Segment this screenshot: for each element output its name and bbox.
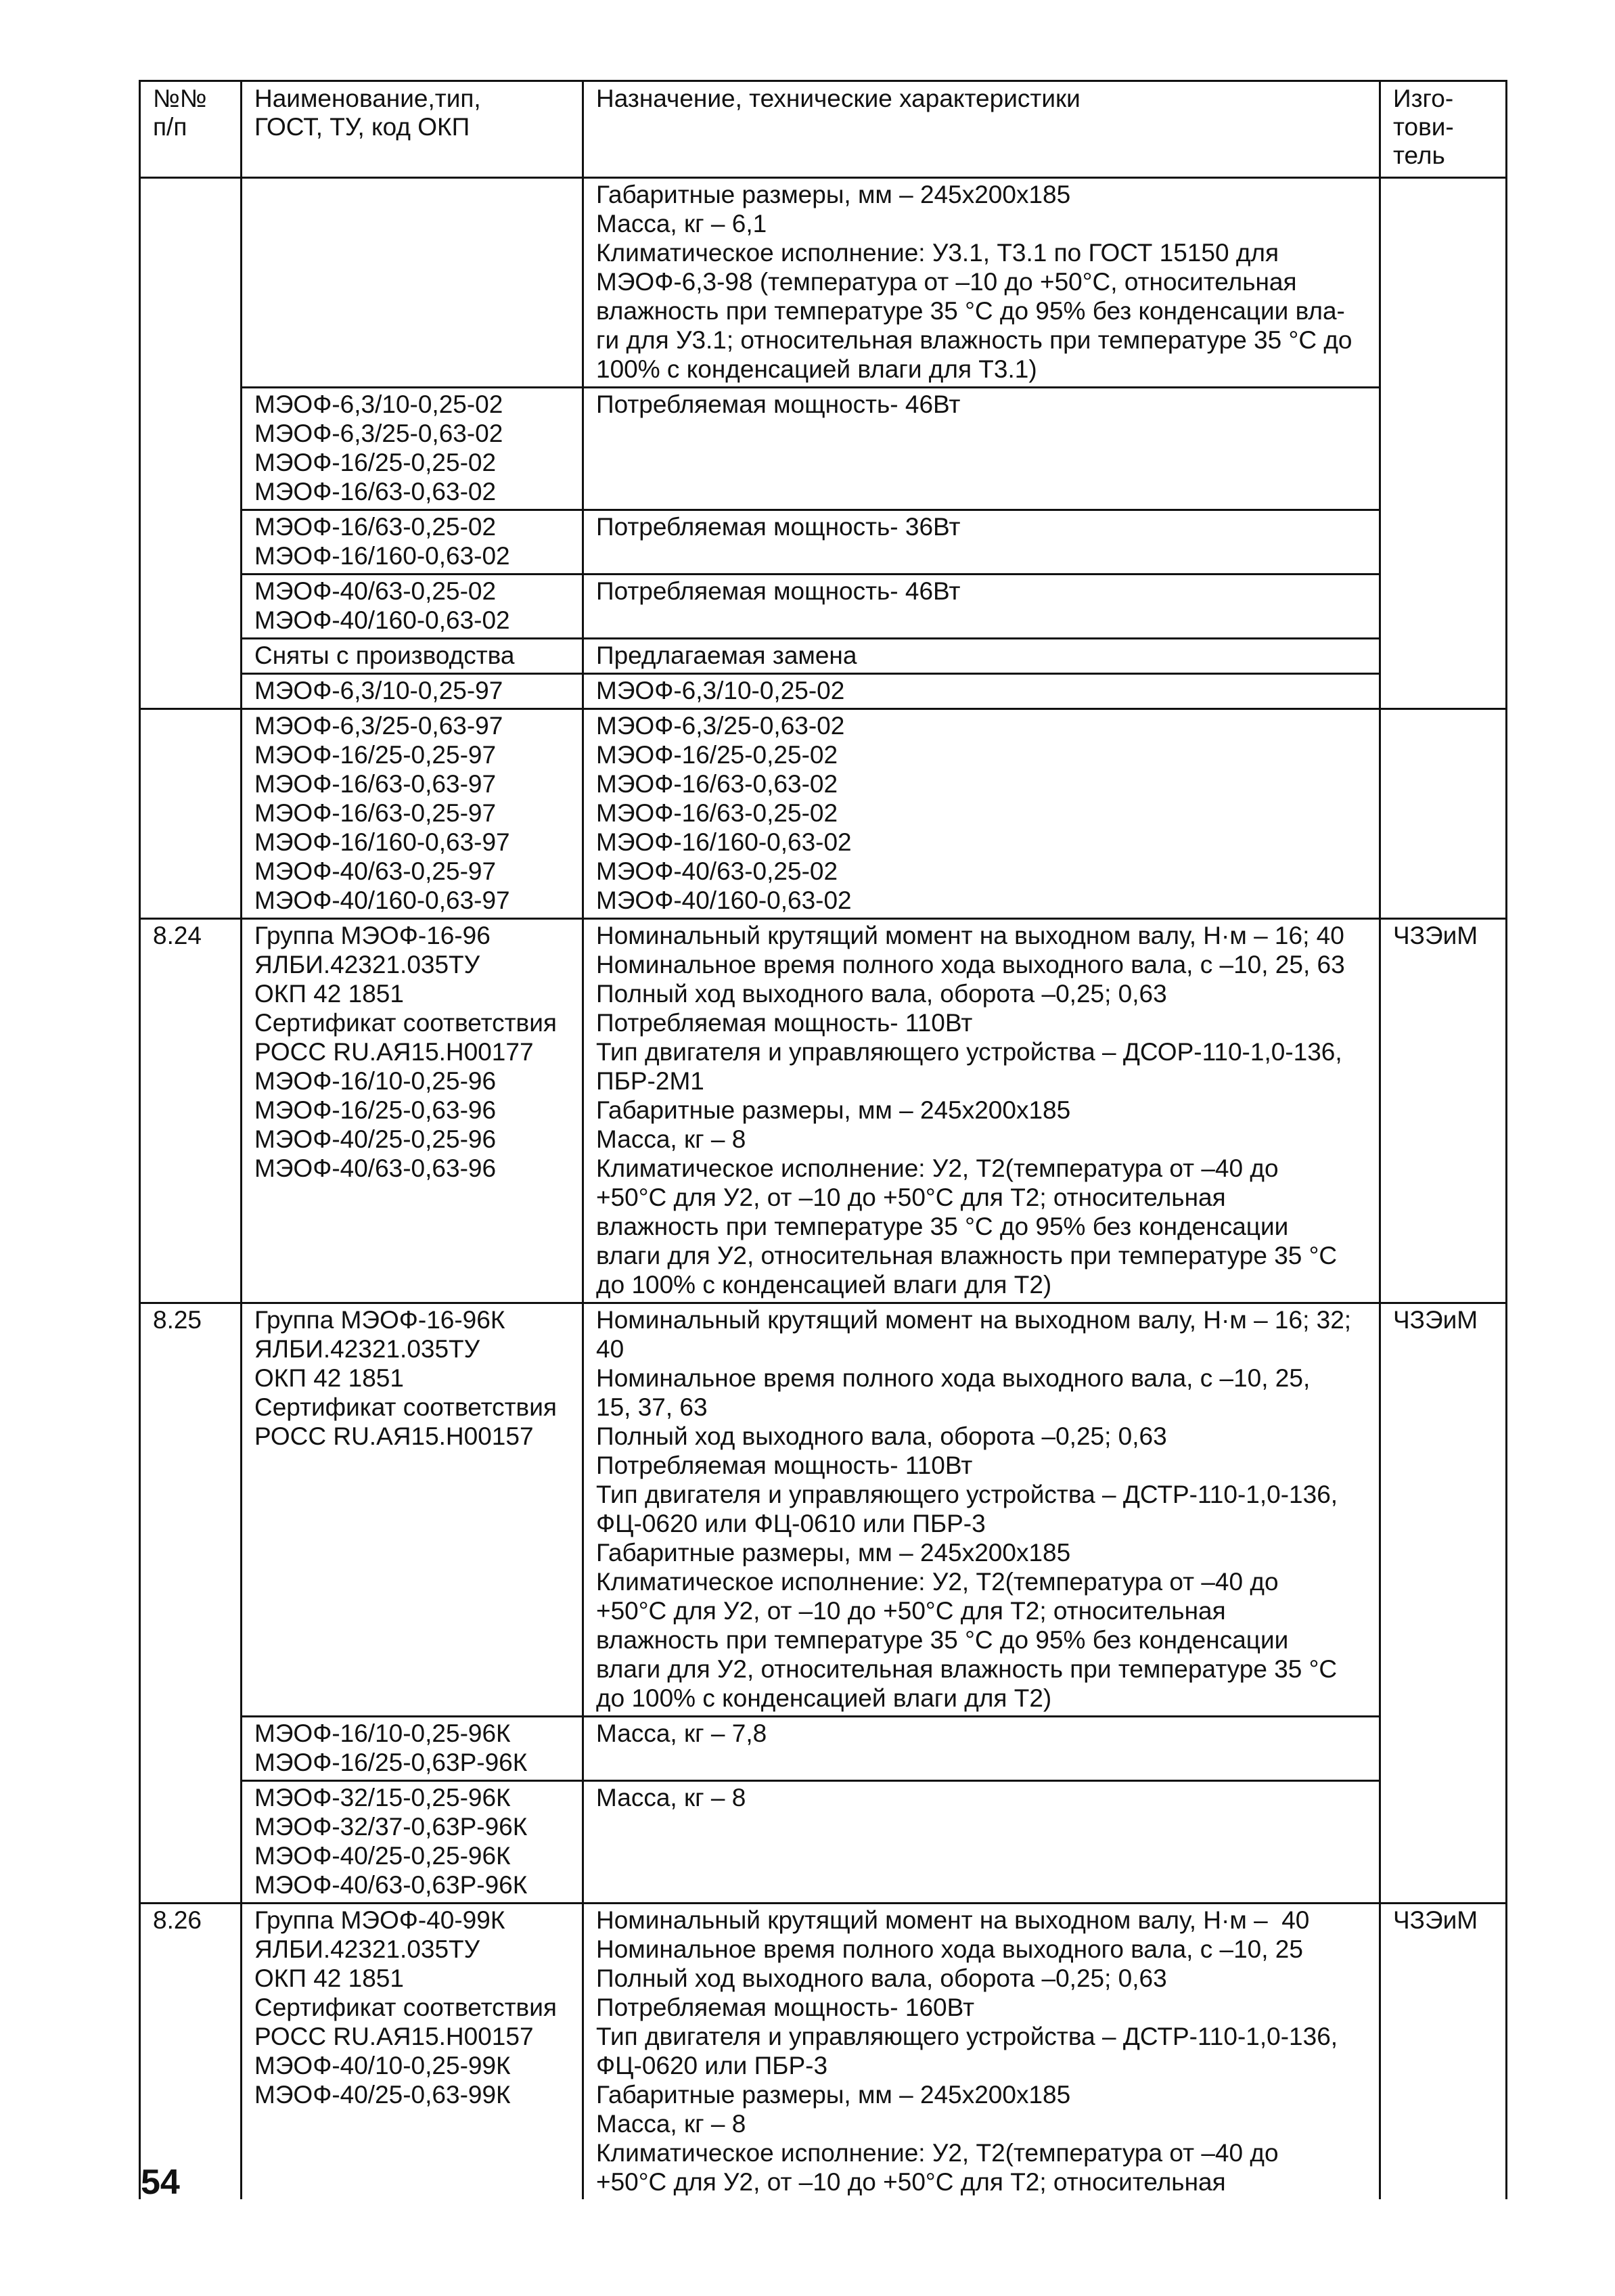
desc-line: Номинальное время полного хода выходного вала, с –10, 25, [596,1364,1311,1392]
name-line: Группа МЭОФ-16-96 [254,922,491,949]
name-cell [242,674,583,709]
desc-line: Климатическое исполнение: У2, Т2(температура от –40 до [596,1568,1279,1596]
desc-line: +50°С для У2, от –10 до +50°С для Т2; относительная [596,1597,1226,1625]
model-name: МЭОФ-40/160-0,63-02 [254,606,510,634]
maker-cell [1380,1303,1507,1904]
name-line: МЭОФ-16/10-0,25-96 [254,1067,497,1095]
desc-line: МЭОФ-6,3-98 (температура от –10 до +50°С, относительная [596,268,1297,296]
header-desc-line: Назначение, технические характеристики [596,85,1081,112]
name-cell [242,1781,583,1904]
desc-line: +50°С для У2, от –10 до +50°С для Т2; относительная [596,2168,1226,2196]
replacement-label: Предлагаемая замена [596,641,857,669]
name-line: ОКП 42 1851 [254,1364,404,1392]
spec-table [139,80,1507,2199]
table-row [140,1717,1507,1781]
desc-line: ФЦ-0620 или ФЦ-0610 или ПБР-3 [596,1510,986,1537]
name-line: МЭОФ-40/25-0,63-99К [254,2081,511,2109]
table-row [140,575,1507,639]
table-header-row [140,81,1507,178]
name-line: ОКП 42 1851 [254,980,404,1008]
name-line: МЭОФ-16/25-0,63-96 [254,1096,497,1124]
desc-cell [583,1904,1380,2200]
desc-line: Масса, кг – 6,1 [596,210,767,238]
row-num-cell [140,1303,242,1904]
desc-line: Масса, кг – 8 [596,1784,746,1811]
desc-line: ПБР-2М1 [596,1067,704,1095]
desc-line: Тип двигателя и управляющего устройства – ДСОР-110-1,0-136, [596,1038,1342,1066]
table-row [140,709,1507,919]
model-name: МЭОФ-32/37-0,63Р-96К [254,1813,528,1841]
name-line: РОСС RU.АЯ15.Н00177 [254,1038,534,1066]
desc-cell [583,510,1380,575]
maker-name: ЧЗЭиМ [1393,1306,1478,1334]
table-row [140,388,1507,510]
desc-cell [583,674,1380,709]
desc-cell [583,575,1380,639]
header-name-line: Наименование,тип, [254,85,481,112]
desc-cell [583,178,1380,388]
removed-model: МЭОФ-40/63-0,25-97 [254,857,497,885]
removed-model: МЭОФ-6,3/25-0,63-97 [254,712,503,740]
desc-line: Габаритные размеры, мм – 245х200х185 [596,1096,1071,1124]
desc-line: до 100% с конденсацией влаги для Т2) [596,1684,1052,1712]
header-maker-line: тови- [1393,113,1454,141]
maker-cell [1380,178,1507,709]
row-num-cell [140,178,242,709]
name-line: ЯЛБИ.42321.035ТУ [254,951,480,978]
desc-line: Климатическое исполнение: У3.1, Т3.1 по ГОСТ 15150 для [596,239,1279,267]
desc-line: Номинальное время полного хода выходного вала, с –10, 25, 63 [596,951,1345,978]
name-cell [242,575,583,639]
desc-line: Полный ход выходного вала, оборота –0,25; 0,63 [596,1964,1167,1992]
row-number: 8.25 [153,1306,202,1334]
desc-line: Климатическое исполнение: У2, Т2(температура от –40 до [596,1154,1279,1182]
desc-line: влажность при температуре 35 °С до 95% без конденсации [596,1213,1289,1240]
header-maker-line: Изго- [1393,85,1454,112]
desc-line: Масса, кг – 7,8 [596,1719,767,1747]
desc-line: Потребляемая мощность- 110Вт [596,1451,973,1479]
model-name: МЭОФ-40/63-0,63Р-96К [254,1871,528,1899]
name-line: Группа МЭОФ-40-99К [254,1906,505,1934]
row-number: 8.26 [153,1906,202,1934]
name-line: ЯЛБИ.42321.035ТУ [254,1935,480,1963]
desc-line: до 100% с конденсацией влаги для Т2) [596,1271,1052,1299]
name-cell [242,510,583,575]
desc-line: влаги для У2, относительная влажность при температуре 35 °С [596,1655,1338,1683]
name-line: МЭОФ-40/10-0,25-99К [254,2052,511,2079]
desc-line: ФЦ-0620 или ПБР-3 [596,2052,828,2079]
desc-line: Полный ход выходного вала, оборота –0,25; 0,63 [596,980,1167,1008]
desc-line: +50°С для У2, от –10 до +50°С для Т2; относительная [596,1184,1226,1211]
desc-line: влажность при температуре 35 °С до 95% без конденсации вла- [596,297,1345,325]
row-num-cell [140,709,242,919]
desc-line: влаги для У2, относительная влажность при температуре 35 °С [596,1242,1338,1269]
removed-label: Сняты с производства [254,641,515,669]
name-line: ОКП 42 1851 [254,1964,404,1992]
table-row [140,919,1507,1303]
replacement-model: МЭОФ-40/63-0,25-02 [596,857,838,885]
desc-line: Полный ход выходного вала, оборота –0,25; 0,63 [596,1422,1167,1450]
header-num-line: п/п [153,113,187,141]
spec-table-container [139,80,1505,2199]
desc-line: Номинальное время полного хода выходного вала, с –10, 25 [596,1935,1303,1963]
name-cell [242,1717,583,1781]
desc-line: Габаритные размеры, мм – 245х200х185 [596,1539,1071,1567]
name-line: МЭОФ-40/25-0,25-96 [254,1125,497,1153]
desc-cell [583,709,1380,919]
maker-cell [1380,709,1507,919]
replacement-model: МЭОФ-16/160-0,63-02 [596,828,852,856]
desc-line: Потребляемая мощность- 36Вт [596,513,961,541]
model-name: МЭОФ-16/10-0,25-96К [254,1719,511,1747]
replacement-model: МЭОФ-16/63-0,63-02 [596,770,838,798]
removed-model: МЭОФ-16/63-0,25-97 [254,799,497,827]
header-name [242,81,583,178]
table-row [140,178,1507,388]
desc-line: Тип двигателя и управляющего устройства – ДСТР-110-1,0-136, [596,2023,1338,2050]
table-row [140,1303,1507,1717]
model-name: МЭОФ-16/25-0,63Р-96К [254,1749,528,1776]
maker-cell [1380,1904,1507,2200]
removed-model: МЭОФ-16/160-0,63-97 [254,828,510,856]
table-row [140,639,1507,674]
removed-model: МЭОФ-6,3/10-0,25-97 [254,677,503,704]
model-name: МЭОФ-16/160-0,63-02 [254,542,510,570]
header-num [140,81,242,178]
removed-model: МЭОФ-16/63-0,63-97 [254,770,497,798]
desc-cell [583,388,1380,510]
desc-line: Масса, кг – 8 [596,1125,746,1153]
name-line: Группа МЭОФ-16-96К [254,1306,505,1334]
model-name: МЭОФ-16/25-0,25-02 [254,449,497,476]
desc-cell [583,1717,1380,1781]
name-cell [242,1904,583,2200]
table-row [140,674,1507,709]
row-num-cell [140,919,242,1303]
desc-line: Потребляемая мощность- 160Вт [596,1994,975,2021]
desc-line: ги для У3.1; относительная влажность при температуре 35 °С до [596,326,1352,354]
name-line: РОСС RU.АЯ15.Н00157 [254,2023,534,2050]
model-name: МЭОФ-40/25-0,25-96К [254,1842,511,1870]
desc-line: Климатическое исполнение: У2, Т2(температура от –40 до [596,2139,1279,2167]
name-line: ЯЛБИ.42321.035ТУ [254,1335,480,1363]
desc-line: 100% с конденсацией влаги для Т3.1) [596,355,1037,383]
name-line: РОСС RU.АЯ15.Н00157 [254,1422,534,1450]
table-row [140,510,1507,575]
desc-line: Потребляемая мощность- 110Вт [596,1009,973,1037]
model-name: МЭОФ-40/63-0,25-02 [254,577,497,605]
replacement-model: МЭОФ-40/160-0,63-02 [596,886,852,914]
replacement-model: МЭОФ-16/25-0,25-02 [596,741,838,769]
name-cell [242,639,583,674]
removed-model: МЭОФ-40/160-0,63-97 [254,886,510,914]
row-num-cell [140,1904,242,2200]
replacement-model: МЭОФ-16/63-0,25-02 [596,799,838,827]
model-name: МЭОФ-16/63-0,25-02 [254,513,497,541]
name-cell [242,388,583,510]
model-name: МЭОФ-6,3/10-0,25-02 [254,390,503,418]
desc-line: 40 [596,1335,624,1363]
desc-line: Тип двигателя и управляющего устройства – ДСТР-110-1,0-136, [596,1481,1338,1508]
desc-line: Номинальный крутящий момент на выходном валу, Н·м – 16; 40 [596,922,1344,949]
maker-cell [1380,919,1507,1303]
name-line: МЭОФ-40/63-0,63-96 [254,1154,497,1182]
header-maker-line: тель [1393,141,1445,169]
name-line: Сертификат соответствия [254,1994,557,2021]
desc-line: Габаритные размеры, мм – 245х200х185 [596,2081,1071,2109]
desc-line: Масса, кг – 8 [596,2110,746,2138]
desc-line: Номинальный крутящий момент на выходном валу, Н·м – 16; 32; [596,1306,1352,1334]
maker-name: ЧЗЭиМ [1393,922,1478,949]
desc-line: Потребляемая мощность- 46Вт [596,577,961,605]
header-num-line: №№ [153,85,207,112]
desc-line: влажность при температуре 35 °С до 95% без конденсации [596,1626,1289,1654]
name-cell [242,1303,583,1717]
model-name: МЭОФ-16/63-0,63-02 [254,478,497,505]
removed-model: МЭОФ-16/25-0,25-97 [254,741,497,769]
desc-cell [583,1303,1380,1717]
table-row [140,1904,1507,2200]
header-name-line: ГОСТ, ТУ, код ОКП [254,113,470,141]
desc-line: Габаритные размеры, мм – 245х200х185 [596,181,1071,208]
replacement-model: МЭОФ-6,3/10-0,25-02 [596,677,845,704]
table-row [140,1781,1507,1904]
model-name: МЭОФ-32/15-0,25-96К [254,1784,511,1811]
model-name: МЭОФ-6,3/25-0,63-02 [254,420,503,447]
header-desc [583,81,1380,178]
desc-line: Номинальный крутящий момент на выходном валу, Н·м – 40 [596,1906,1310,1934]
name-line: Сертификат соответствия [254,1009,557,1037]
desc-line: 15, 37, 63 [596,1393,708,1421]
desc-cell [583,919,1380,1303]
row-number: 8.24 [153,922,202,949]
name-line: Сертификат соответствия [254,1393,557,1421]
desc-cell [583,1781,1380,1904]
name-cell [242,919,583,1303]
name-cell [242,709,583,919]
name-cell [242,178,583,388]
page-number: 54 [141,2163,180,2202]
desc-cell [583,639,1380,674]
maker-name: ЧЗЭиМ [1393,1906,1478,1934]
desc-line: Потребляемая мощность- 46Вт [596,390,961,418]
replacement-model: МЭОФ-6,3/25-0,63-02 [596,712,845,740]
header-maker [1380,81,1507,178]
